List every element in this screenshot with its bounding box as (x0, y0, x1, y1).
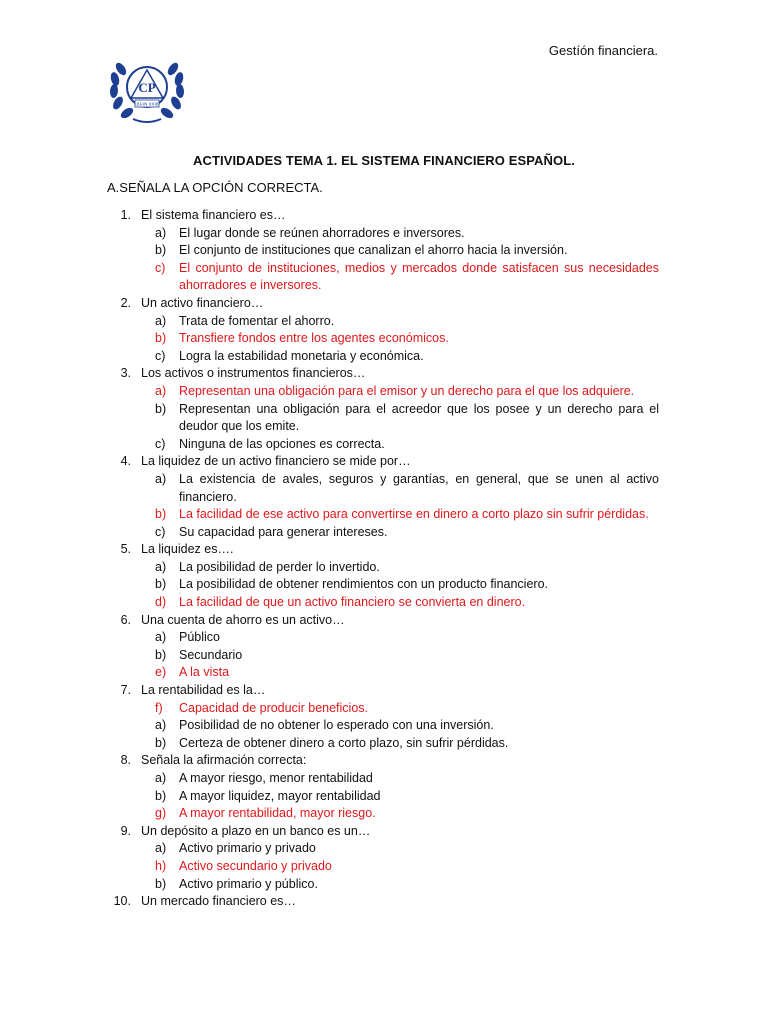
answer-option (155, 788, 659, 806)
option-text: La posibilidad de obtener rendimientos con un producto financiero. (179, 577, 548, 592)
option-text: Ninguna de las opciones es correcta. (179, 436, 385, 451)
option-text: Representan una obligación para el emisor y un derecho para el que los adquiere. (179, 383, 635, 398)
question-text: Un depósito a plazo en un banco es un… (141, 823, 371, 838)
option-letter: b) (155, 331, 167, 346)
correct-answer-option (155, 594, 659, 612)
answer-option (155, 524, 659, 542)
answer-option (155, 735, 659, 753)
option-text: El lugar donde se reúnen ahorradores e inversores. (179, 225, 465, 240)
correct-answer-option (155, 383, 659, 401)
option-letter: a) (155, 841, 167, 856)
question-item (105, 682, 659, 700)
question-list (113, 207, 659, 911)
option-letter: a) (155, 383, 167, 398)
question-number: 8. (120, 753, 131, 768)
question-number: 7. (120, 683, 131, 698)
option-letter: b) (155, 647, 167, 662)
option-text: Activo primario y privado (179, 841, 316, 856)
answer-option (155, 717, 659, 735)
option-letter: c) (155, 348, 166, 363)
question-number: 9. (120, 823, 131, 838)
question-item (105, 752, 659, 770)
question-item (105, 893, 659, 911)
question-number: 1. (120, 208, 131, 222)
option-letter: c) (155, 524, 166, 539)
question-number: 4. (120, 454, 131, 469)
option-text: La facilidad de que un activo financiero se convierta en dinero. (179, 595, 526, 610)
option-letter: a) (155, 771, 167, 785)
option-letter: e) (155, 665, 167, 680)
option-text: La facilidad de ese activo para convertirse en dinero a corto plazo sin sufrir pérdidas. (179, 507, 649, 522)
answer-option (155, 770, 659, 788)
option-text: Su capacidad para generar intereses. (179, 524, 388, 539)
option-letter: a) (155, 471, 167, 486)
correct-answer-option (155, 260, 659, 295)
question-text: Un activo financiero… (141, 295, 264, 310)
answer-option (155, 225, 659, 243)
question-item (105, 365, 659, 383)
option-text: A mayor rentabilidad, mayor riesgo. (179, 806, 376, 821)
question-text: Una cuenta de ahorro es un activo… (141, 612, 345, 627)
option-text: Trata de fomentar el ahorro. (179, 313, 335, 328)
option-text: Activo primario y público. (179, 876, 318, 891)
option-text: A mayor riesgo, menor rentabilidad (179, 771, 373, 785)
page-title: ACTIVIDADES TEMA 1. EL SISTEMA FINANCIERO ESPAÑOL. (192, 153, 576, 168)
option-letter: h) (155, 858, 167, 873)
question-number: 10. (113, 894, 131, 909)
question-text: Los activos o instrumentos financieros… (141, 366, 366, 381)
question-text: La liquidez es…. (141, 542, 234, 557)
answer-option (155, 876, 659, 894)
correct-answer-option (155, 506, 659, 524)
correct-answer-option (155, 858, 659, 876)
answer-option (155, 401, 659, 436)
answer-option (155, 647, 659, 665)
option-letter: b) (155, 788, 167, 803)
question-text: Señala la afirmación correcta: (141, 753, 307, 768)
option-letter: g) (155, 806, 167, 821)
option-text: Secundario (179, 647, 243, 662)
question-text: El sistema financiero es… (141, 208, 286, 222)
question-number: 6. (120, 612, 131, 627)
option-text: Logra la estabilidad monetaria y económica. (179, 348, 424, 363)
question-number: 5. (120, 542, 131, 557)
question-number: 2. (120, 295, 131, 310)
option-text: La posibilidad de perder lo invertido. (179, 559, 380, 574)
option-letter: f) (155, 700, 163, 715)
option-letter: b) (155, 735, 167, 750)
option-letter: b) (155, 876, 167, 891)
correct-answer-option (155, 664, 659, 682)
option-text: A la vista (179, 665, 230, 680)
answer-option (155, 471, 659, 506)
option-letter: a) (155, 313, 167, 328)
option-letter: b) (155, 243, 167, 258)
svg-text:CP: CP (138, 80, 156, 95)
question-item (105, 207, 659, 225)
answer-option (155, 242, 659, 260)
option-text: Activo secundario y privado (179, 858, 332, 873)
option-text: La existencia de avales, seguros y garantías, en general, que se unen al activo financiero. (179, 471, 659, 504)
question-item (105, 541, 659, 559)
question-item (105, 295, 659, 313)
option-letter: a) (155, 225, 167, 240)
option-text: A mayor liquidez, mayor rentabilidad (179, 788, 381, 803)
page-header: Gestíón financiera. (548, 43, 658, 58)
question-item (105, 453, 659, 471)
option-text: Posibilidad de no obtener lo esperado con una inversión. (179, 718, 494, 733)
option-letter: b) (155, 577, 167, 592)
question-text: Un mercado financiero es… (141, 894, 296, 909)
option-letter: c) (155, 260, 166, 275)
answer-option (155, 348, 659, 366)
option-letter: a) (155, 559, 167, 574)
question-text: La rentabilidad es la… (141, 683, 266, 698)
option-letter: c) (155, 436, 166, 451)
option-letter: b) (155, 401, 167, 416)
answer-option (155, 576, 659, 594)
answer-option (155, 313, 659, 331)
correct-answer-option (155, 700, 659, 718)
school-logo (107, 55, 187, 125)
option-text: Transfiere fondos entre los agentes económicos. (179, 331, 449, 346)
answer-option (155, 436, 659, 454)
option-text: Representan una obligación para el acreedor que los posee y un derecho para el deudor que los emite. (179, 401, 659, 434)
question-item (105, 612, 659, 630)
option-letter: b) (155, 507, 167, 522)
option-letter: d) (155, 595, 167, 610)
question-number: 3. (120, 366, 131, 381)
option-text: El conjunto de instituciones que canalizan el ahorro hacia la inversión. (179, 243, 568, 258)
option-letter: a) (155, 718, 167, 733)
answer-option (155, 559, 659, 577)
correct-answer-option (155, 805, 659, 823)
answer-option (155, 840, 659, 858)
option-text: Certeza de obtener dinero a corto plazo, sin sufrir pérdidas. (179, 735, 509, 750)
option-text: Capacidad de producir beneficios. (179, 700, 369, 715)
option-text: Público (179, 630, 220, 645)
section-heading: A.SEÑALA LA OPCIÓN CORRECTA. (107, 180, 323, 195)
correct-answer-option (155, 330, 659, 348)
answer-option (155, 629, 659, 647)
question-text: La liquidez de un activo financiero se mide por… (141, 454, 411, 469)
question-item (105, 823, 659, 841)
logo-text: JUAN XXIII (135, 101, 159, 107)
option-letter: a) (155, 630, 167, 645)
option-text: El conjunto de instituciones, medios y mercados donde satisfacen sus necesidades ahorradores e inversores. (179, 260, 659, 293)
